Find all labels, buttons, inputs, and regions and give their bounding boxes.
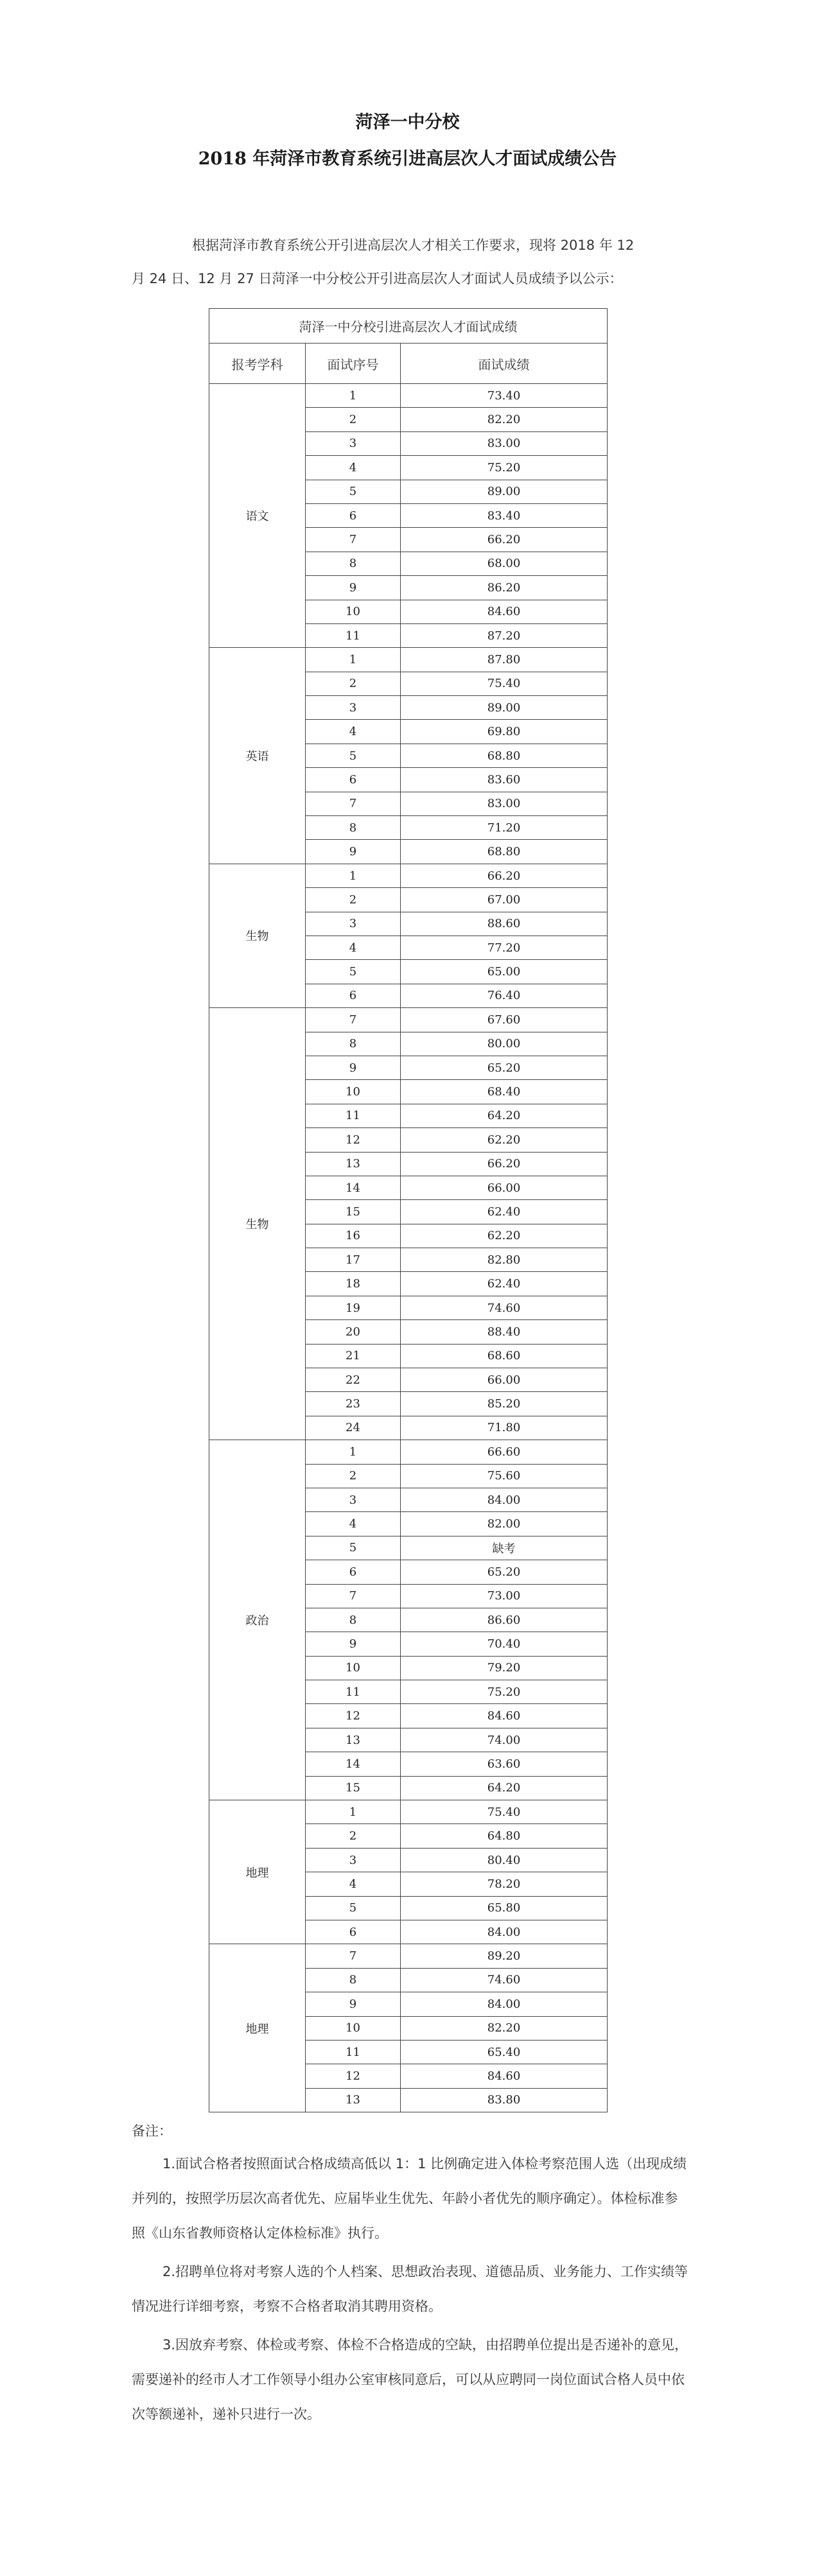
interview-number-cell: 8 xyxy=(306,1032,401,1056)
interview-score-cell: 77.20 xyxy=(401,936,608,959)
interview-number-cell: 1 xyxy=(306,864,401,887)
interview-number-cell: 2 xyxy=(306,1464,401,1488)
interview-number-cell: 13 xyxy=(306,2088,401,2112)
interview-score-cell: 71.20 xyxy=(401,816,608,840)
interview-score-cell: 89.00 xyxy=(401,480,608,503)
interview-number-cell: 18 xyxy=(306,1272,401,1296)
interview-number-cell: 13 xyxy=(306,1728,401,1752)
interview-number-cell: 10 xyxy=(306,2016,401,2040)
subject-cell: 语文 xyxy=(209,384,306,648)
interview-score-cell: 66.20 xyxy=(401,864,608,887)
interview-number-cell: 15 xyxy=(306,1200,401,1224)
interview-score-cell: 65.20 xyxy=(401,1560,608,1584)
interview-number-cell: 4 xyxy=(306,1512,401,1536)
score-table xyxy=(209,308,608,2112)
interview-number-cell: 3 xyxy=(306,1488,401,1511)
interview-number-cell: 13 xyxy=(306,1152,401,1176)
interview-score-cell: 66.20 xyxy=(401,528,608,552)
interview-score-cell: 83.60 xyxy=(401,768,608,792)
table-row xyxy=(209,1440,608,1464)
interview-number-cell: 2 xyxy=(306,1824,401,1848)
interview-number-cell: 9 xyxy=(306,1632,401,1656)
interview-score-cell: 62.40 xyxy=(401,1272,608,1296)
note-item-2: 2.招聘单位将对考察人选的个人档案、思想政治表现、道德品质、业务能力、工作实绩等情况进行详细考察，考察不合格者取消其聘用资格。 xyxy=(132,2264,688,2314)
notes-section xyxy=(132,2116,690,2435)
interview-score-cell: 79.20 xyxy=(401,1656,608,1680)
interview-score-cell: 73.40 xyxy=(401,384,608,408)
interview-score-cell: 88.40 xyxy=(401,1320,608,1344)
interview-score-cell: 84.00 xyxy=(401,1488,608,1511)
intro-line-1: 根据菏泽市教育系统公开引进高层次人才相关工作要求，现将 2018 年 12 xyxy=(192,238,635,253)
interview-score-cell: 67.00 xyxy=(401,888,608,912)
interview-number-cell: 5 xyxy=(306,480,401,503)
interview-score-cell: 84.60 xyxy=(401,1704,608,1728)
interview-score-cell: 82.00 xyxy=(401,1512,608,1536)
interview-number-cell: 8 xyxy=(306,1968,401,1992)
interview-number-cell: 1 xyxy=(306,648,401,672)
interview-score-cell: 86.60 xyxy=(401,1608,608,1632)
interview-number-cell: 3 xyxy=(306,696,401,720)
interview-score-cell: 82.20 xyxy=(401,408,608,431)
school-title: 菏泽一中分校 xyxy=(355,112,460,132)
interview-number-cell: 7 xyxy=(306,528,401,552)
interview-number-cell: 2 xyxy=(306,408,401,431)
interview-number-cell: 7 xyxy=(306,1944,401,1968)
table-caption: 菏泽一中分校引进高层次人才面试成绩 xyxy=(209,309,608,344)
interview-number-cell: 9 xyxy=(306,576,401,600)
interview-score-cell: 66.20 xyxy=(401,1152,608,1176)
interview-number-cell: 22 xyxy=(306,1368,401,1392)
interview-score-cell: 63.60 xyxy=(401,1752,608,1776)
interview-number-cell: 6 xyxy=(306,768,401,792)
table-row xyxy=(209,648,608,672)
subject-cell: 地理 xyxy=(209,1800,306,1944)
interview-number-cell: 11 xyxy=(306,623,401,647)
interview-number-cell: 5 xyxy=(306,1896,401,1920)
interview-number-cell: 21 xyxy=(306,1344,401,1368)
column-header-number: 面试序号 xyxy=(306,344,401,384)
interview-score-cell: 84.00 xyxy=(401,1920,608,1944)
interview-score-cell: 68.40 xyxy=(401,1080,608,1104)
table-row xyxy=(209,864,608,887)
interview-number-cell: 10 xyxy=(306,1656,401,1680)
interview-number-cell: 9 xyxy=(306,1992,401,2016)
interview-number-cell: 4 xyxy=(306,936,401,959)
interview-score-cell: 70.40 xyxy=(401,1632,608,1656)
interview-score-cell: 66.00 xyxy=(401,1176,608,1199)
subject-cell: 政治 xyxy=(209,1440,306,1800)
interview-score-cell: 64.80 xyxy=(401,1824,608,1848)
interview-score-cell: 64.20 xyxy=(401,1104,608,1127)
interview-number-cell: 1 xyxy=(306,384,401,408)
interview-number-cell: 11 xyxy=(306,1104,401,1127)
intro-line-2: 月 24 日、12 月 27 日菏泽一中分校公开引进高层次人才面试人员成绩予以公示： xyxy=(132,271,623,286)
interview-number-cell: 16 xyxy=(306,1224,401,1248)
interview-number-cell: 15 xyxy=(306,1776,401,1800)
table-row xyxy=(209,384,608,408)
interview-score-cell: 68.80 xyxy=(401,744,608,767)
interview-score-cell: 71.80 xyxy=(401,1416,608,1440)
interview-score-cell: 87.80 xyxy=(401,648,608,672)
interview-score-cell: 66.00 xyxy=(401,1368,608,1392)
interview-score-cell: 65.80 xyxy=(401,1896,608,1920)
interview-score-cell: 85.20 xyxy=(401,1392,608,1416)
interview-number-cell: 20 xyxy=(306,1320,401,1344)
subject-cell: 英语 xyxy=(209,648,306,864)
interview-number-cell: 6 xyxy=(306,503,401,527)
interview-number-cell: 11 xyxy=(306,2040,401,2064)
interview-score-cell: 80.00 xyxy=(401,1032,608,1056)
interview-score-cell: 69.80 xyxy=(401,720,608,744)
interview-score-cell: 66.60 xyxy=(401,1440,608,1464)
interview-number-cell: 5 xyxy=(306,960,401,984)
interview-number-cell: 1 xyxy=(306,1440,401,1464)
interview-number-cell: 7 xyxy=(306,1008,401,1032)
subject-cell: 生物 xyxy=(209,1008,306,1440)
notes-label: 备注： xyxy=(132,2123,172,2139)
interview-number-cell: 8 xyxy=(306,552,401,575)
interview-number-cell: 4 xyxy=(306,1872,401,1896)
interview-score-cell: 75.60 xyxy=(401,1464,608,1488)
interview-number-cell: 12 xyxy=(306,2064,401,2088)
interview-score-cell: 68.80 xyxy=(401,840,608,864)
subject-cell: 地理 xyxy=(209,1944,306,2112)
interview-score-cell: 74.60 xyxy=(401,1968,608,1992)
interview-score-cell: 83.00 xyxy=(401,431,608,455)
interview-number-cell: 24 xyxy=(306,1416,401,1440)
interview-number-cell: 2 xyxy=(306,672,401,695)
interview-score-cell: 62.20 xyxy=(401,1224,608,1248)
column-header-score: 面试成绩 xyxy=(401,344,608,384)
interview-number-cell: 19 xyxy=(306,1296,401,1319)
interview-score-cell: 74.60 xyxy=(401,1296,608,1319)
interview-score-cell: 75.40 xyxy=(401,1800,608,1824)
intro-paragraph xyxy=(132,229,690,295)
interview-score-cell: 75.20 xyxy=(401,456,608,480)
interview-score-cell: 84.00 xyxy=(401,1992,608,2016)
interview-number-cell: 6 xyxy=(306,984,401,1007)
interview-score-cell: 65.00 xyxy=(401,960,608,984)
interview-score-cell: 82.80 xyxy=(401,1248,608,1272)
interview-score-cell: 75.20 xyxy=(401,1680,608,1704)
interview-score-cell: 87.20 xyxy=(401,623,608,647)
interview-score-cell: 68.00 xyxy=(401,552,608,575)
table-row xyxy=(209,1008,608,1032)
interview-score-cell: 89.20 xyxy=(401,1944,608,1968)
interview-number-cell: 6 xyxy=(306,1560,401,1584)
announcement-title: 2018 年菏泽市教育系统引进高层次人才面试成绩公告 xyxy=(198,149,617,169)
interview-score-cell: 78.20 xyxy=(401,1872,608,1896)
interview-score-cell: 89.00 xyxy=(401,696,608,720)
interview-score-cell: 88.60 xyxy=(401,912,608,936)
interview-number-cell: 23 xyxy=(306,1392,401,1416)
interview-number-cell: 5 xyxy=(306,744,401,767)
interview-score-cell: 62.20 xyxy=(401,1128,608,1152)
interview-score-cell: 84.60 xyxy=(401,600,608,623)
interview-number-cell: 10 xyxy=(306,600,401,623)
table-row xyxy=(209,1944,608,1968)
interview-score-cell: 75.40 xyxy=(401,672,608,695)
interview-number-cell: 12 xyxy=(306,1704,401,1728)
interview-score-cell: 62.40 xyxy=(401,1200,608,1224)
interview-number-cell: 3 xyxy=(306,912,401,936)
interview-score-cell: 68.60 xyxy=(401,1344,608,1368)
column-header-subject: 报考学科 xyxy=(209,344,306,384)
interview-number-cell: 17 xyxy=(306,1248,401,1272)
interview-score-cell: 缺考 xyxy=(401,1536,608,1560)
interview-number-cell: 11 xyxy=(306,1680,401,1704)
interview-score-cell: 83.80 xyxy=(401,2088,608,2112)
interview-score-cell: 65.40 xyxy=(401,2040,608,2064)
interview-number-cell: 1 xyxy=(306,1800,401,1824)
interview-number-cell: 9 xyxy=(306,1056,401,1079)
note-item-3: 3.因放弃考察、体检或考察、体检不合格造成的空缺，由招聘单位提出是否递补的意见，需要递补的经市人才工作领导小组办公室审核同意后，可以从应聘同一岗位面试合格人员中依次等额递补，递补只进行一次。 xyxy=(132,2337,688,2422)
interview-score-cell: 80.40 xyxy=(401,1848,608,1872)
interview-number-cell: 12 xyxy=(306,1128,401,1152)
interview-score-cell: 84.60 xyxy=(401,2064,608,2088)
interview-score-cell: 82.20 xyxy=(401,2016,608,2040)
interview-number-cell: 6 xyxy=(306,1920,401,1944)
note-item-1: 1.面试合格者按照面试合格成绩高低以 1：1 比例确定进入体检考察范围人选（出现成绩并列的，按照学历层次高者优先、应届毕业生优先、年龄小者优先的顺序确定）。体检标准参照《山东省教师资格认定体检标准》执行。 xyxy=(132,2156,687,2241)
interview-number-cell: 8 xyxy=(306,816,401,840)
interview-number-cell: 5 xyxy=(306,1536,401,1560)
interview-score-cell: 86.20 xyxy=(401,576,608,600)
interview-number-cell: 14 xyxy=(306,1752,401,1776)
interview-score-cell: 83.40 xyxy=(401,503,608,527)
interview-score-cell: 74.00 xyxy=(401,1728,608,1752)
interview-number-cell: 8 xyxy=(306,1608,401,1632)
interview-score-cell: 83.00 xyxy=(401,792,608,815)
interview-number-cell: 7 xyxy=(306,1584,401,1608)
interview-score-cell: 65.20 xyxy=(401,1056,608,1079)
interview-number-cell: 4 xyxy=(306,720,401,744)
interview-score-cell: 73.00 xyxy=(401,1584,608,1608)
interview-number-cell: 14 xyxy=(306,1176,401,1199)
interview-number-cell: 10 xyxy=(306,1080,401,1104)
score-table-body xyxy=(209,384,608,2112)
interview-number-cell: 2 xyxy=(306,888,401,912)
interview-number-cell: 3 xyxy=(306,431,401,455)
subject-cell: 生物 xyxy=(209,864,306,1007)
interview-number-cell: 9 xyxy=(306,840,401,864)
table-row xyxy=(209,1800,608,1824)
interview-number-cell: 7 xyxy=(306,792,401,815)
interview-score-cell: 76.40 xyxy=(401,984,608,1007)
interview-score-cell: 67.60 xyxy=(401,1008,608,1032)
interview-score-cell: 64.20 xyxy=(401,1776,608,1800)
interview-number-cell: 4 xyxy=(306,456,401,480)
interview-number-cell: 3 xyxy=(306,1848,401,1872)
